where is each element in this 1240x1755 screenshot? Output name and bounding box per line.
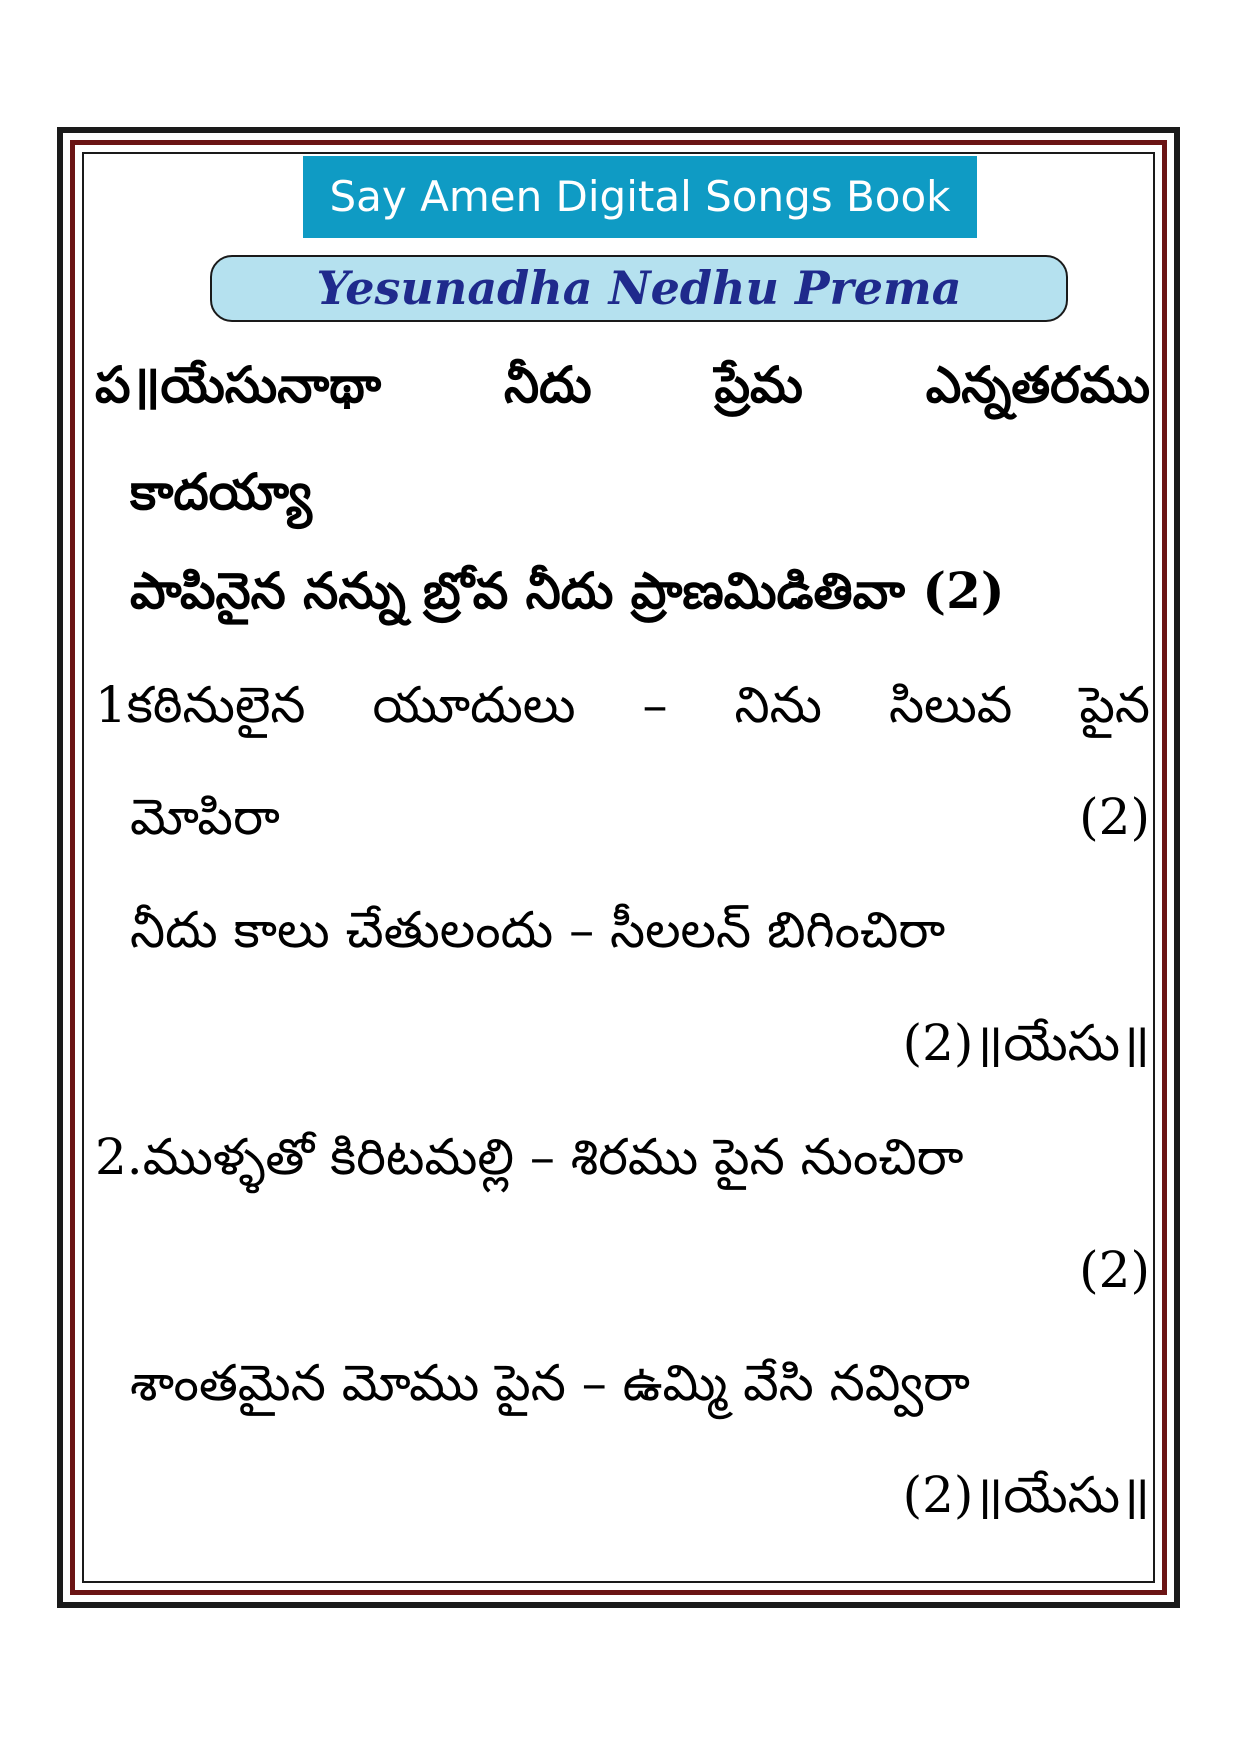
lyric-word: సిలువ <box>888 676 1013 734</box>
lyric-word: మోపిరా <box>130 788 280 846</box>
book-title-banner: Say Amen Digital Songs Book <box>303 156 977 238</box>
verse-2-refrain: (2)॥యేసు॥ <box>902 1466 1150 1524</box>
lyric-word: యూదులు <box>372 676 576 734</box>
song-title: Yesunadha Nedhu Prema <box>210 255 1068 322</box>
lyric-word: నీదు <box>503 355 592 414</box>
verse-1-refrain: (2)॥యేసు॥ <box>902 1014 1150 1072</box>
lyric-word: నిను <box>734 676 822 734</box>
pallavi-line-1 <box>95 340 1150 430</box>
lyric-word: – <box>642 676 668 734</box>
pallavi-line-1-continued: కాదయ్యా <box>130 462 312 521</box>
lyric-word: ప॥యేసునాథా <box>95 355 382 414</box>
verse-1-line-2: నీదు కాలు చేతులందు – సీలలన్ బిగించిరా <box>130 901 946 959</box>
pallavi-line-2: పాపినైన నన్ను బ్రోవ నీదు ప్రాణమిడితివా (2) <box>130 561 1005 620</box>
lyric-word: ప్రేమ <box>714 355 803 414</box>
verse-2-line-1: 2.ముళ్ళతో కిరిటమల్లి – శిరము పైన నుంచిరా <box>95 1128 964 1186</box>
lyric-word: పైన <box>1079 676 1150 734</box>
repeat-marker: (2) <box>1079 788 1150 846</box>
verse-2-line-2: శాంతమైన మోము పైన – ఉమ్మి వేసి నవ్విరా <box>130 1354 971 1412</box>
verse-1-line-1-continued <box>95 772 1150 862</box>
verse-2-line-1-repeat: (2) <box>1079 1241 1150 1299</box>
verse-1-line-1 <box>95 660 1150 750</box>
lyric-word: ఎన్నతరము <box>925 355 1150 414</box>
lyric-word: 1కఠినులైన <box>95 676 306 734</box>
